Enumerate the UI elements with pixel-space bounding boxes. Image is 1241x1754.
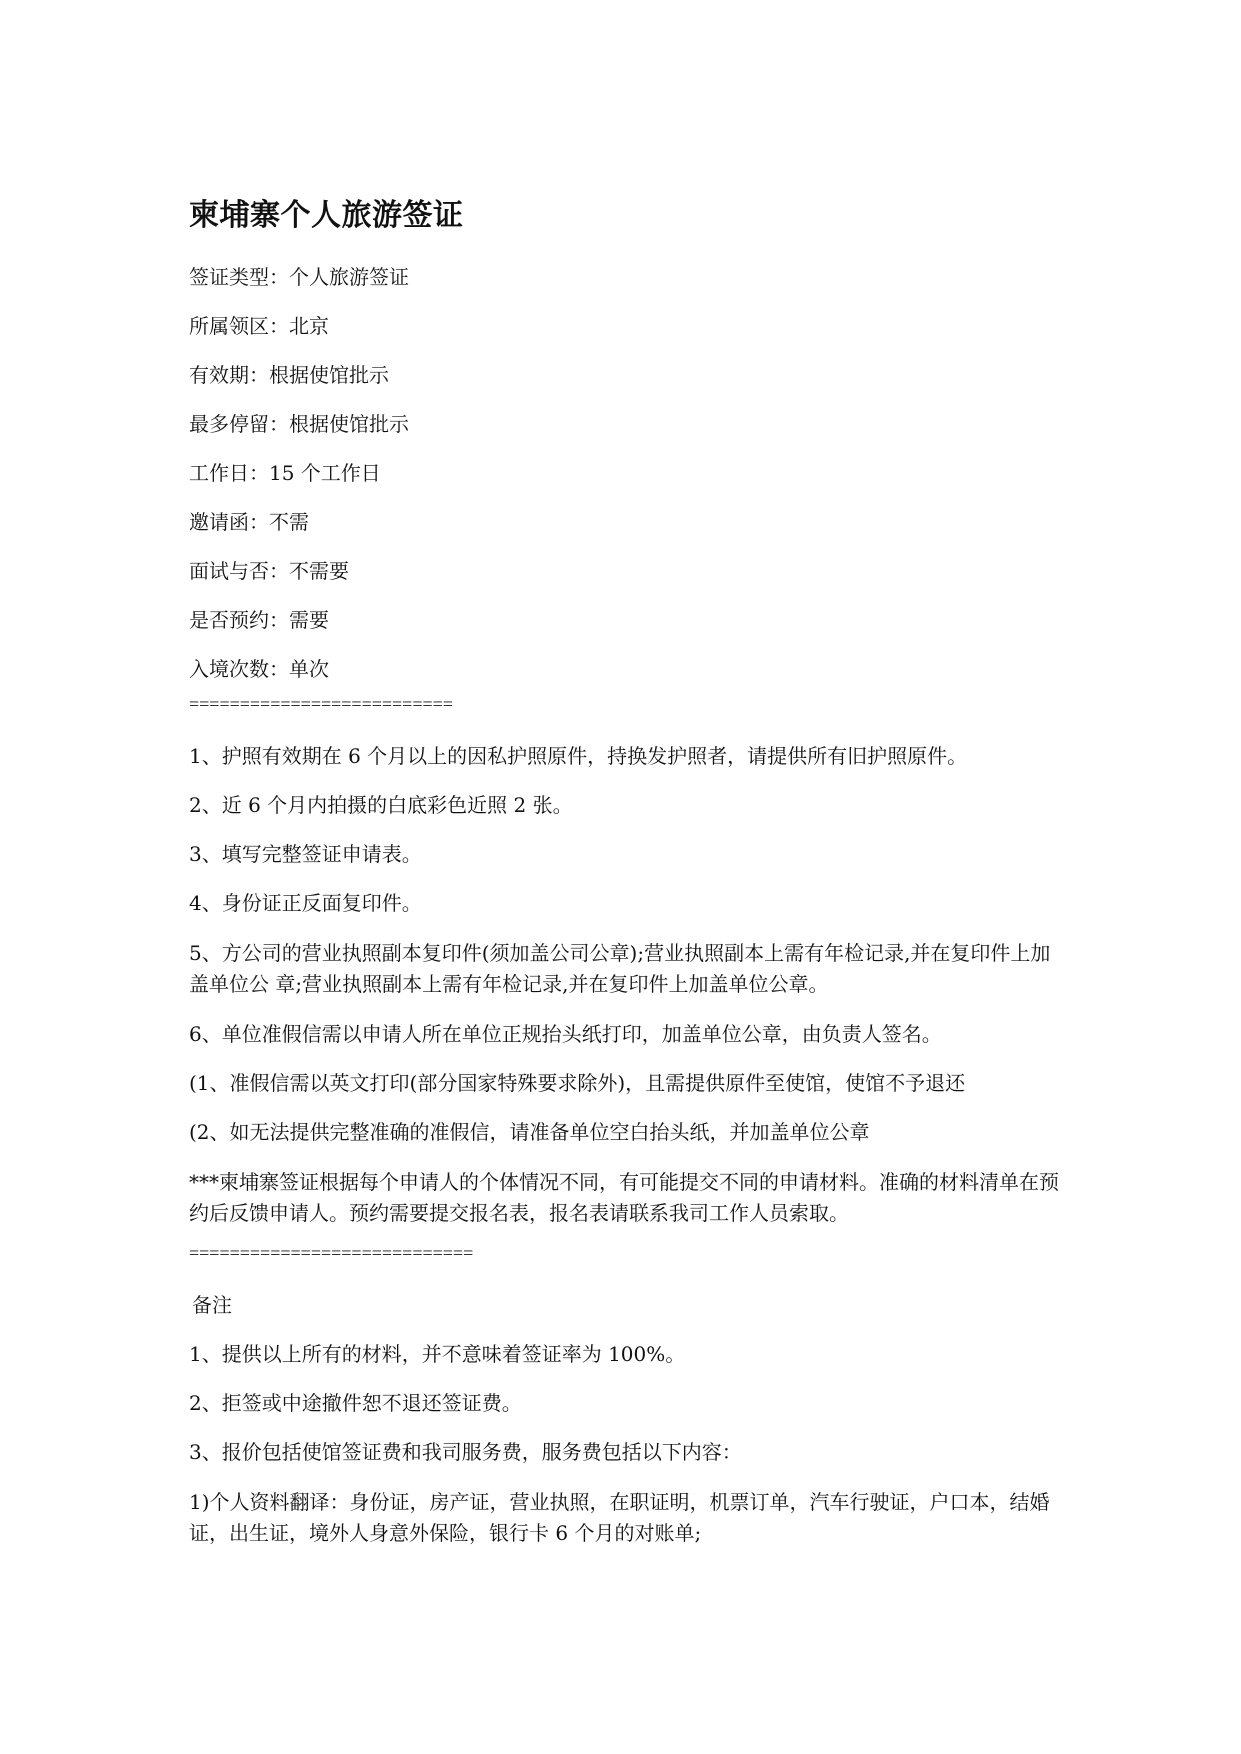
info-max-stay: 最多停留：根据使馆批示 — [189, 412, 409, 436]
requirement-application-form: 3、填写完整签证申请表。 — [189, 842, 422, 866]
requirement-business-license: 5、方公司的营业执照副本复印件(须加盖公司公章);营业执照副本上需有年检记录,并在复印件上加盖单位公 章;营业执照副本上需有年检记录,并在复印件上加盖单位公章。 — [189, 941, 1051, 996]
info-working-days: 工作日：15 个工作日 — [189, 461, 381, 485]
requirement-leave-letter-note-1: (1、准假信需以英文打印(部分国家特殊要求除外)，且需提供原件至使馆，使馆不予退还 — [189, 1071, 966, 1095]
requirement-remark: ***柬埔寨签证根据每个申请人的个体情况不同，有可能提交不同的申请材料。准确的材料清单在预约后反馈申请人。预约需要提交报名表，报名表请联系我司工作人员索取。 — [189, 1170, 1059, 1225]
separator-line: ========================== — [189, 694, 453, 714]
note-item: 1、提供以上所有的材料，并不意味着签证率为 100%。 — [189, 1342, 686, 1366]
note-item: 1)个人资料翻译：身份证，房产证，营业执照，在职证明，机票订单，汽车行驶证，户口本，结婚证，出生证，境外人身意外保险，银行卡 6 个月的对账单; — [189, 1490, 1050, 1545]
notes-section — [189, 1291, 1059, 1549]
requirement-id-copy: 4、身份证正反面复印件。 — [189, 891, 422, 915]
info-consular-district: 所属领区：北京 — [189, 314, 329, 338]
info-validity: 有效期：根据使馆批示 — [189, 363, 389, 387]
requirement-leave-letter-note-2: (2、如无法提供完整准确的准假信，请准备单位空白抬头纸，并加盖单位公章 — [189, 1120, 870, 1144]
page-title: 柬埔寨个人旅游签证 — [189, 198, 464, 233]
requirement-photos: 2、近 6 个月内拍摄的白底彩色近照 2 张。 — [189, 793, 573, 817]
note-item: 2、拒签或中途撤件恕不退还签证费。 — [189, 1391, 522, 1415]
separator-line-2: ============================ — [189, 1243, 474, 1263]
info-entries: 入境次数：单次 — [189, 657, 329, 681]
notes-heading: 备注 — [192, 1293, 232, 1317]
info-appointment: 是否预约：需要 — [189, 608, 329, 632]
visa-info-list — [189, 263, 1059, 684]
requirement-leave-letter: 6、单位准假信需以申请人所在单位正规抬头纸打印，加盖单位公章，由负责人签名。 — [189, 1022, 942, 1046]
info-interview: 面试与否：不需要 — [189, 559, 349, 583]
requirement-passport: 1、护照有效期在 6 个月以上的因私护照原件，持换发护照者，请提供所有旧护照原件。 — [189, 744, 968, 768]
note-item: 3、报价包括使馆签证费和我司服务费，服务费包括以下内容： — [189, 1440, 742, 1464]
document-content — [189, 196, 1059, 1569]
info-invitation: 邀请函：不需 — [189, 510, 309, 534]
info-visa-type: 签证类型：个人旅游签证 — [189, 265, 409, 289]
requirements-list — [189, 742, 1059, 1229]
